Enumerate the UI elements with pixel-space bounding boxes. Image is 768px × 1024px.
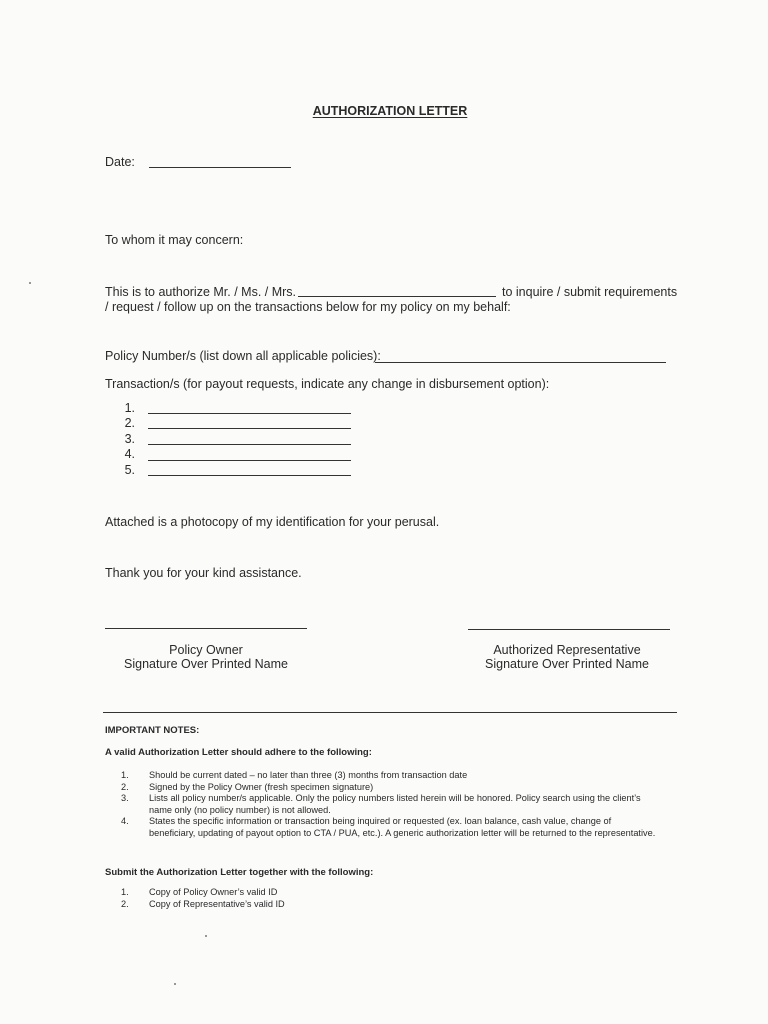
scan-speck xyxy=(174,983,176,985)
list-item-number: 1. xyxy=(121,887,129,897)
policy-number-blank-line xyxy=(375,362,666,363)
date-blank-line xyxy=(149,167,291,168)
representative-signature-line xyxy=(468,629,670,630)
list-item-text: Lists all policy number/s applicable. Only the policy numbers listed herein will be honored. Policy search using the client’s name only (no policy number) is not allowed. xyxy=(149,793,641,815)
submit-list xyxy=(105,887,659,910)
submit-heading: Submit the Authorization Letter together with the following: xyxy=(105,867,374,878)
document-title: AUTHORIZATION LETTER xyxy=(312,104,468,118)
transaction-blank-line-2 xyxy=(148,428,351,429)
section-divider xyxy=(103,712,677,713)
authorize-suffix: to inquire / submit requirements xyxy=(502,285,678,299)
list-item-text: Should be current dated – no later than three (3) months from transaction date xyxy=(149,770,468,780)
list-item-text: Copy of Representative’s valid ID xyxy=(149,898,285,909)
list-item-number: 2. xyxy=(121,781,129,792)
transaction-blank-line-3 xyxy=(148,444,351,445)
valid-letter-heading: A valid Authorization Letter should adhere to the following: xyxy=(105,747,372,758)
transaction-blank-line-5 xyxy=(148,475,351,476)
notes-heading: IMPORTANT NOTES: xyxy=(105,725,200,736)
scan-speck xyxy=(205,935,207,937)
list-item xyxy=(105,899,659,911)
thanks-text: Thank you for your kind assistance. xyxy=(105,566,302,580)
representative-signature-block xyxy=(457,643,677,671)
list-item-text: Copy of Policy Owner’s valid ID xyxy=(149,887,278,897)
owner-caption: Signature Over Printed Name xyxy=(124,657,288,671)
list-item-number: 4. xyxy=(121,816,129,826)
scan-speck xyxy=(29,282,31,284)
list-item xyxy=(105,887,659,899)
list-item-text: States the specific information or transaction being inquired or requested (ex. loan balance, cash value, change of beneficiary, updating of payout option to CTA / PUA, etc.). A generic authorization letter will be returned to the representative. xyxy=(149,816,656,838)
valid-letter-list xyxy=(105,770,659,839)
transaction-label: Transaction/s (for payout requests, indicate any change in disbursement option): xyxy=(105,377,550,391)
transaction-number-1: 1. xyxy=(124,401,135,415)
owner-role: Policy Owner xyxy=(169,643,243,657)
transaction-blank-line-1 xyxy=(148,413,351,414)
transaction-number-2: 2. xyxy=(124,416,135,430)
transaction-blank-line-4 xyxy=(148,460,351,461)
authorize-line-2: / request / follow up on the transactions below for my policy on my behalf: xyxy=(105,300,511,314)
transaction-number-4: 4. xyxy=(124,447,135,461)
list-item-number: 2. xyxy=(121,898,129,909)
representative-name-blank-line xyxy=(298,296,496,297)
list-item-number: 3. xyxy=(121,793,129,803)
list-item xyxy=(105,782,659,794)
authorize-prefix: This is to authorize Mr. / Ms. / Mrs. xyxy=(105,285,297,299)
date-label: Date: xyxy=(105,155,135,169)
owner-signature-block xyxy=(96,643,316,671)
list-item xyxy=(105,816,659,839)
transaction-number-3: 3. xyxy=(124,432,135,446)
owner-signature-line xyxy=(105,628,307,629)
list-item xyxy=(105,770,659,782)
list-item-number: 1. xyxy=(121,770,129,780)
salutation: To whom it may concern: xyxy=(105,233,244,247)
transaction-number-5: 5. xyxy=(124,463,135,477)
policy-number-label: Policy Number/s (list down all applicable policies): xyxy=(105,349,381,363)
attached-text: Attached is a photocopy of my identification for your perusal. xyxy=(105,515,440,529)
representative-caption: Signature Over Printed Name xyxy=(485,657,649,671)
list-item-text: Signed by the Policy Owner (fresh specimen signature) xyxy=(149,781,374,792)
list-item xyxy=(105,793,659,816)
representative-role: Authorized Representative xyxy=(493,643,641,657)
